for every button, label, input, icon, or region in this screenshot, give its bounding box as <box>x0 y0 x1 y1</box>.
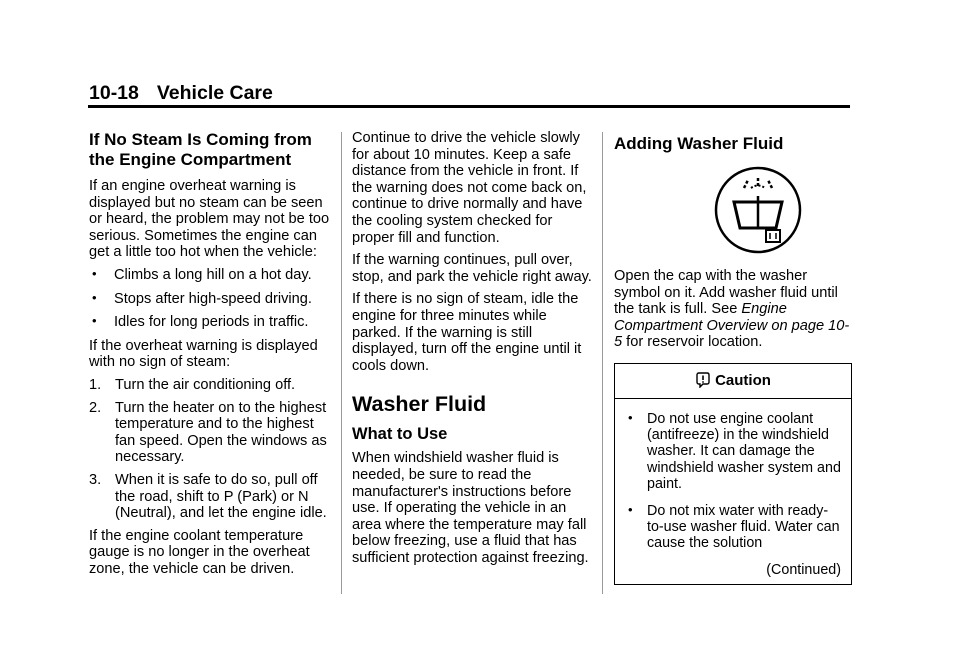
page-header <box>89 82 273 105</box>
paragraph-text: for reservoir location. <box>622 334 763 351</box>
paragraph: If there is no sign of steam, idle the engine for three minutes while parked. If the warning is still displayed, turn off the engine until it cools down. <box>352 291 582 374</box>
paragraph: If the overheat warning is displayed with no sign of steam: <box>89 337 318 371</box>
list-item: • Do not use engine coolant (antifreeze) in the windshield washer. It can damage the windshield washer system and paint. <box>625 411 841 493</box>
numbered-step <box>89 400 334 466</box>
paragraph: Continue to drive the vehicle slowly for about 10 minutes. Keep a safe distance from the vehicle in front. If the warning does not come back on, continue to drive normally and have the cooling system checked for proper fill and function. <box>352 130 587 246</box>
column-divider <box>341 132 342 594</box>
paragraph: If the engine coolant temperature gauge is no longer in the overheat zone, the vehicle can be driven. <box>89 527 310 577</box>
continued-label: (Continued) <box>766 561 841 578</box>
paragraph: If the warning continues, pull over, stop, and park the vehicle right away. <box>352 252 592 285</box>
paragraph-text: Open the cap with the washer symbol on it. Add washer fluid until the tank is full. See <box>614 268 838 318</box>
column-2 <box>352 130 597 572</box>
column-divider <box>602 132 603 594</box>
section-title: Vehicle Care <box>156 82 273 104</box>
step-number: 2. <box>89 399 102 416</box>
numbered-step <box>89 377 334 394</box>
list-item: • Stops after high-speed driving. <box>89 291 334 308</box>
header-rule <box>88 105 850 108</box>
caution-icon <box>695 372 711 388</box>
subheading: What to Use <box>352 425 448 444</box>
numbered-step <box>89 472 334 522</box>
step-text: Turn the heater on to the highest temperature and to the highest fan speed. Open the windows as necessary. <box>115 399 327 466</box>
step-text: When it is safe to do so, pull off the road, shift to P (Park) or N (Neutral), and let the engine idle. <box>115 471 327 522</box>
paragraph <box>614 268 854 351</box>
list-item: • Climbs a long hill on a hot day. <box>89 267 334 284</box>
column-1 <box>89 130 334 583</box>
page-number: 10-18 <box>89 82 139 104</box>
step-text: Turn the air conditioning off. <box>115 376 296 393</box>
caution-box <box>614 363 852 585</box>
column-3 <box>614 134 854 585</box>
list-item: • Do not mix water with ready-to-use washer fluid. Water can cause the solution <box>625 503 841 552</box>
section-heading: Adding Washer Fluid <box>614 134 784 153</box>
list-item: • Idles for long periods in traffic. <box>89 314 334 331</box>
caution-title: Caution <box>715 371 771 389</box>
paragraph: When windshield washer fluid is needed, be sure to read the manufacturer's instructions before use. If operating the vehicle in an area where the temperature may fall below freezing, use a fluid that has sufficient protection against freezing. <box>352 450 589 566</box>
chapter-heading: Washer Fluid <box>352 392 487 417</box>
washer-fluid-symbol-icon <box>714 166 802 254</box>
cross-reference-link[interactable]: Engine Compartment Overview on page 10-5 <box>614 301 850 351</box>
step-number: 1. <box>89 376 102 393</box>
section-heading: If No Steam Is Coming from the Engine Compartment <box>89 130 312 169</box>
caution-header <box>615 364 851 399</box>
step-number: 3. <box>89 471 102 488</box>
paragraph: If an engine overheat warning is displayed but no steam can be seen or heard, the problem may not be too serious. Sometimes the engine can get a little too hot when the vehicle: <box>89 178 330 261</box>
caution-body <box>615 399 851 585</box>
